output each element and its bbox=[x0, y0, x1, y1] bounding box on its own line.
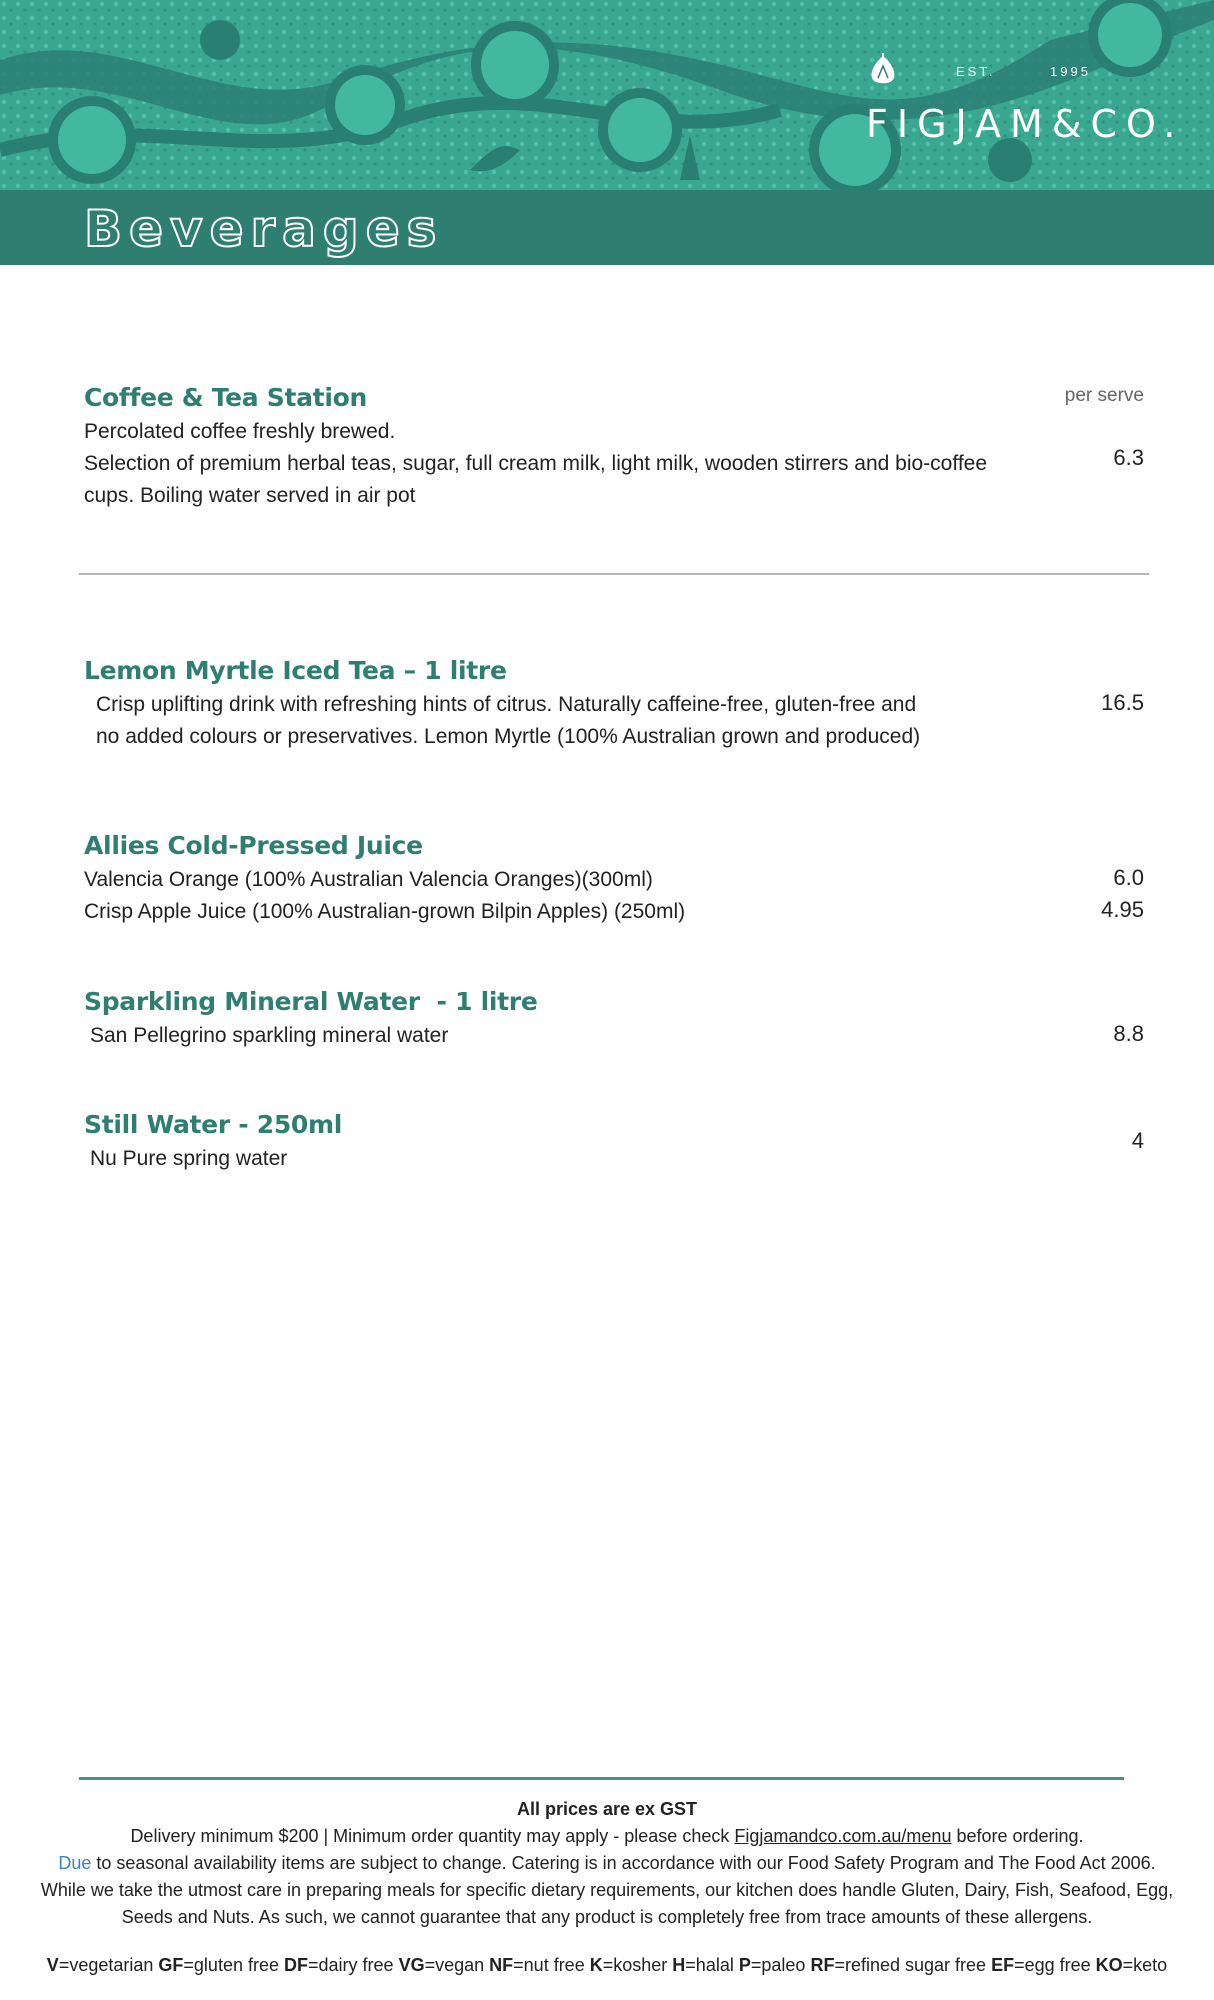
decorative-pattern bbox=[0, 0, 1214, 190]
legend-code: GF bbox=[158, 1955, 184, 1975]
header-banner bbox=[0, 0, 1214, 265]
legend-code: KO bbox=[1095, 1955, 1123, 1975]
item-description bbox=[84, 416, 1144, 512]
legend-code: DF bbox=[284, 1955, 308, 1975]
legend-meaning: =refined sugar free bbox=[834, 1955, 987, 1975]
legend-code: H bbox=[672, 1955, 686, 1975]
due-word: Due bbox=[58, 1853, 92, 1873]
section-divider bbox=[79, 573, 1149, 575]
item-price: 4.95 bbox=[1101, 897, 1144, 922]
legend-meaning: =vegan bbox=[424, 1955, 485, 1975]
legend-meaning: =paleo bbox=[750, 1955, 806, 1975]
item-title: Sparkling Mineral Water - 1 litre bbox=[84, 987, 538, 1016]
legend-code: K bbox=[589, 1955, 603, 1975]
legend-code: EF bbox=[991, 1955, 1015, 1975]
legend-code: V bbox=[46, 1955, 59, 1975]
delivery-note bbox=[0, 1823, 1214, 1850]
item-price: 4 bbox=[1131, 1128, 1144, 1153]
juice-option-row: Valencia Orange (100% Australian Valencia Oranges)(300ml) bbox=[84, 868, 653, 891]
legend-meaning: =egg free bbox=[1014, 1955, 1091, 1975]
logo-year-label: 1995 bbox=[1050, 64, 1091, 79]
item-title: Still Water - 250ml bbox=[84, 1110, 343, 1139]
item-title: Coffee & Tea Station bbox=[84, 383, 367, 412]
legend-meaning: =nut free bbox=[513, 1955, 585, 1975]
allergen-note-line: While we take the utmost care in preparing meals for specific dietary requirements, our kitchen does handle Gluten, Dairy, Fish, Seafood, Egg, bbox=[40, 1880, 1174, 1900]
delivery-text: Delivery minimum $200 | Minimum order quantity may apply - please check bbox=[130, 1826, 735, 1846]
logo-est-label: EST. bbox=[956, 64, 996, 79]
menu-item-sparkling-water bbox=[84, 987, 1144, 1052]
description-line: cups. Boiling water served in air pot bbox=[84, 484, 416, 507]
footer-divider bbox=[79, 1777, 1124, 1780]
page-title: Beverages bbox=[84, 200, 444, 258]
gst-note: All prices are ex GST bbox=[516, 1799, 698, 1819]
item-title: Allies Cold-Pressed Juice bbox=[84, 831, 423, 860]
description-line: Nu Pure spring water bbox=[90, 1147, 288, 1170]
description-line: Selection of premium herbal teas, sugar, full cream milk, light milk, wooden stirrers and bio-coffee bbox=[84, 452, 988, 475]
availability-text: to seasonal availability items are subject to change. Catering is in accordance with our Food Safety Program and The Food Act 2006. bbox=[91, 1853, 1156, 1873]
menu-item-coffee-tea bbox=[84, 383, 1144, 512]
legend-meaning: =vegetarian bbox=[58, 1955, 154, 1975]
item-price: 8.8 bbox=[1113, 1021, 1144, 1046]
allergen-note-line: Seeds and Nuts. As such, we cannot guarantee that any product is completely free from trace amounts of these allergens. bbox=[121, 1907, 1093, 1927]
item-price: 6.0 bbox=[1113, 865, 1144, 890]
item-description bbox=[84, 689, 1144, 753]
logo-wordmark: FIGJAM&CO. bbox=[866, 102, 1185, 146]
juice-option-row: Crisp Apple Juice (100% Australian-grown Bilpin Apples) (250ml) bbox=[84, 900, 686, 923]
dietary-legend bbox=[0, 1955, 1214, 1976]
legend-code: RF bbox=[810, 1955, 835, 1975]
menu-item-still-water bbox=[84, 1110, 1144, 1175]
availability-note bbox=[0, 1850, 1214, 1877]
legend-meaning: =dairy free bbox=[308, 1955, 394, 1975]
menu-item-lemon-myrtle-tea bbox=[84, 656, 1144, 753]
item-price: 16.5 bbox=[1101, 690, 1144, 715]
menu-link[interactable]: Figjamandco.com.au/menu bbox=[734, 1826, 952, 1846]
delivery-text-end: before ordering. bbox=[951, 1826, 1084, 1846]
title-band bbox=[0, 190, 1214, 265]
fig-icon bbox=[866, 52, 900, 88]
item-price: 6.3 bbox=[1113, 445, 1144, 470]
legend-code: VG bbox=[398, 1955, 425, 1975]
menu-item-cold-pressed-juice bbox=[84, 831, 1144, 928]
figjam-logo bbox=[866, 52, 1185, 152]
description-line: Crisp uplifting drink with refreshing hints of citrus. Naturally caffeine-free, gluten-free and bbox=[96, 693, 917, 716]
description-line: no added colours or preservatives. Lemon Myrtle (100% Australian grown and produced) bbox=[96, 725, 921, 748]
legend-code: NF bbox=[489, 1955, 514, 1975]
description-line: San Pellegrino sparkling mineral water bbox=[90, 1024, 449, 1047]
legend-meaning: =keto bbox=[1122, 1955, 1168, 1975]
price-column-header: per serve bbox=[1064, 385, 1144, 406]
footer-notes bbox=[0, 1796, 1214, 1931]
item-description bbox=[84, 864, 1144, 928]
legend-meaning: =kosher bbox=[602, 1955, 668, 1975]
legend-meaning: =gluten free bbox=[183, 1955, 279, 1975]
description-line: Percolated coffee freshly brewed. bbox=[84, 420, 396, 443]
item-description bbox=[84, 1143, 1144, 1175]
item-description bbox=[84, 1020, 1144, 1052]
legend-meaning: =halal bbox=[685, 1955, 734, 1975]
legend-code: P bbox=[738, 1955, 751, 1975]
item-title: Lemon Myrtle Iced Tea – 1 litre bbox=[84, 656, 507, 685]
